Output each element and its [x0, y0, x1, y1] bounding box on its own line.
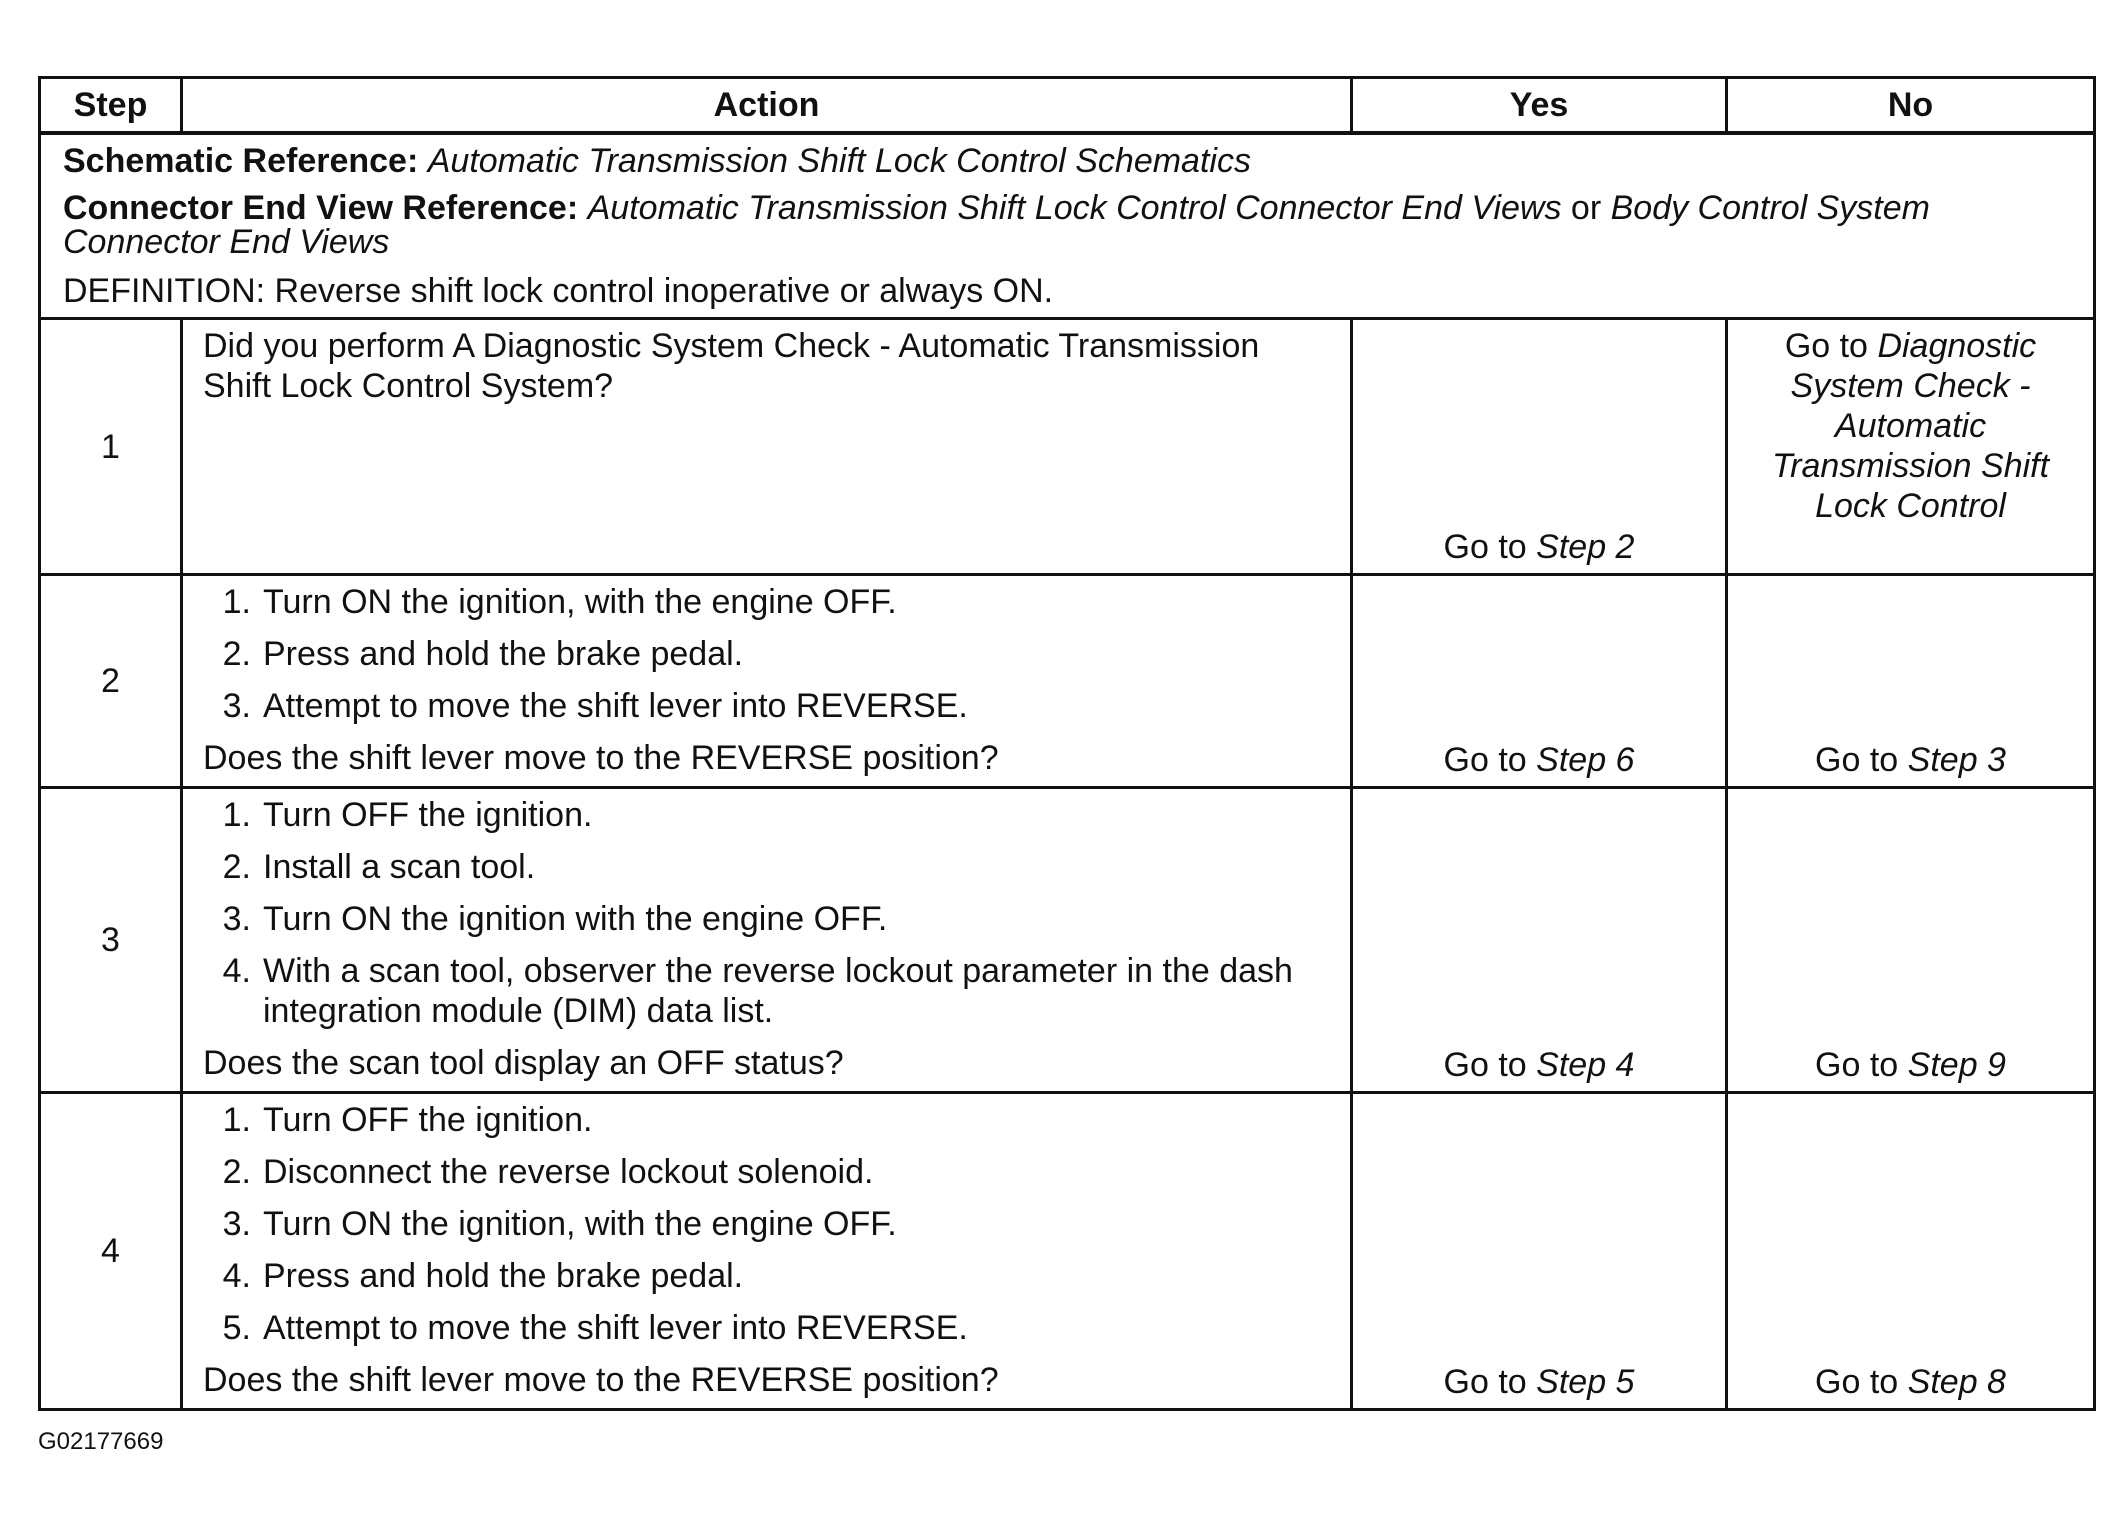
list-item: [203, 1308, 1336, 1348]
list-item-text: Turn OFF the ignition.: [263, 796, 593, 834]
no-result: [1727, 788, 2095, 1093]
no-step-link[interactable]: Step 3: [1907, 741, 2006, 779]
schematic-reference-link[interactable]: Automatic Transmission Shift Lock Control Schematics: [427, 142, 1251, 180]
list-item-text: Turn OFF the ignition.: [263, 1101, 593, 1139]
action-list: [203, 582, 1336, 726]
diagnostic-table: [38, 76, 2096, 1411]
yes-prefix: Go to: [1443, 1046, 1527, 1084]
connector-reference: [63, 191, 2075, 259]
list-item-number: 2.: [222, 848, 251, 886]
list-item: [203, 899, 1336, 939]
yes-step-link[interactable]: Step 6: [1536, 741, 1635, 779]
step-row-2: [40, 575, 2095, 788]
step-question: Does the scan tool display an OFF status?: [203, 1044, 844, 1082]
no-step-link[interactable]: Diagnostic System Check - Automatic Transmission Shift Lock Control: [1771, 327, 2050, 525]
schematic-reference: [63, 143, 2075, 179]
yes-result: [1352, 319, 1727, 575]
step-row-3: [40, 788, 2095, 1093]
list-item-text: Press and hold the brake pedal.: [263, 635, 744, 673]
list-item-text: Attempt to move the shift lever into REVERSE.: [263, 687, 968, 725]
no-step-link[interactable]: Step 9: [1907, 1046, 2006, 1084]
no-prefix: Go to: [1784, 327, 1868, 365]
list-item: [203, 1204, 1336, 1244]
step-number: 4: [40, 1093, 182, 1410]
header-step: Step: [40, 78, 182, 134]
list-item: [203, 686, 1336, 726]
list-item: [203, 1100, 1336, 1140]
connector-reference-link-1[interactable]: Automatic Transmission Shift Lock Control Connector End Views: [587, 189, 1562, 227]
list-item: [203, 795, 1336, 835]
no-result: [1727, 1093, 2095, 1410]
step-question: Does the shift lever move to the REVERSE position?: [203, 1361, 999, 1399]
list-item-text: Turn ON the ignition, with the engine OFF.: [263, 1205, 897, 1243]
action-cell: [182, 319, 1352, 575]
action-cell: [182, 1093, 1352, 1410]
yes-result: [1352, 788, 1727, 1093]
list-item-number: 3.: [222, 687, 251, 725]
list-item-text: Install a scan tool.: [263, 848, 536, 886]
list-item: [203, 634, 1336, 674]
yes-prefix: Go to: [1443, 741, 1527, 779]
action-list: [203, 795, 1336, 1031]
yes-result: [1352, 575, 1727, 788]
step-number: 1: [40, 319, 182, 575]
action-cell: [182, 575, 1352, 788]
connector-reference-or: or: [1570, 189, 1602, 227]
definition: DEFINITION: Reverse shift lock control inoperative or always ON.: [63, 272, 1054, 310]
list-item-number: 4.: [222, 1257, 251, 1295]
reference-row: [40, 133, 2095, 319]
list-item-text: Attempt to move the shift lever into REVERSE.: [263, 1309, 968, 1347]
step-question: Does the shift lever move to the REVERSE position?: [203, 739, 999, 777]
header-action: Action: [182, 78, 1352, 134]
connector-reference-label: Connector End View Reference:: [63, 189, 579, 227]
list-item-text: Turn ON the ignition, with the engine OFF.: [263, 583, 897, 621]
yes-result: [1352, 1093, 1727, 1410]
yes-prefix: Go to: [1443, 1363, 1527, 1401]
list-item: [203, 1152, 1336, 1192]
schematic-reference-label: Schematic Reference:: [63, 142, 419, 180]
list-item-number: 1.: [222, 796, 251, 834]
action-cell: [182, 788, 1352, 1093]
reference-cell: [40, 133, 2095, 319]
list-item-text: Turn ON the ignition with the engine OFF.: [263, 900, 888, 938]
header-no: No: [1727, 78, 2095, 134]
no-prefix: Go to: [1815, 1363, 1899, 1401]
figure-id: G02177669: [38, 1428, 164, 1455]
yes-step-link[interactable]: Step 5: [1536, 1363, 1635, 1401]
no-prefix: Go to: [1815, 741, 1899, 779]
list-item-number: 3.: [222, 900, 251, 938]
list-item-number: 3.: [222, 1205, 251, 1243]
step-row-1: [40, 319, 2095, 575]
list-item-number: 4.: [222, 952, 251, 990]
header-row: [40, 78, 2095, 134]
yes-prefix: Go to: [1443, 528, 1527, 566]
no-step-link[interactable]: Step 8: [1907, 1363, 2006, 1401]
step-number: 2: [40, 575, 182, 788]
step-number: 3: [40, 788, 182, 1093]
header-yes: Yes: [1352, 78, 1727, 134]
list-item-number: 1.: [222, 583, 251, 621]
list-item: [203, 1256, 1336, 1296]
list-item: [203, 582, 1336, 622]
no-result: [1727, 319, 2095, 575]
list-item-text: Press and hold the brake pedal.: [263, 1257, 744, 1295]
list-item-number: 2.: [222, 635, 251, 673]
step-row-4: [40, 1093, 2095, 1410]
list-item-number: 5.: [222, 1309, 251, 1347]
yes-step-link[interactable]: Step 4: [1536, 1046, 1635, 1084]
list-item: [203, 847, 1336, 887]
step-question: Did you perform A Diagnostic System Check - Automatic Transmission Shift Lock Control System?: [203, 327, 1260, 405]
no-prefix: Go to: [1815, 1046, 1899, 1084]
list-item-text: With a scan tool, observer the reverse lockout parameter in the dash integration module (DIM) data list.: [263, 952, 1293, 1030]
yes-step-link[interactable]: Step 2: [1536, 528, 1635, 566]
list-item-text: Disconnect the reverse lockout solenoid.: [263, 1153, 874, 1191]
action-list: [203, 1100, 1336, 1348]
connector-reference-link-2[interactable]: Body Control System Connector End Views: [63, 189, 1930, 261]
no-result: [1727, 575, 2095, 788]
list-item: [203, 951, 1336, 1031]
list-item-number: 1.: [222, 1101, 251, 1139]
list-item-number: 2.: [222, 1153, 251, 1191]
